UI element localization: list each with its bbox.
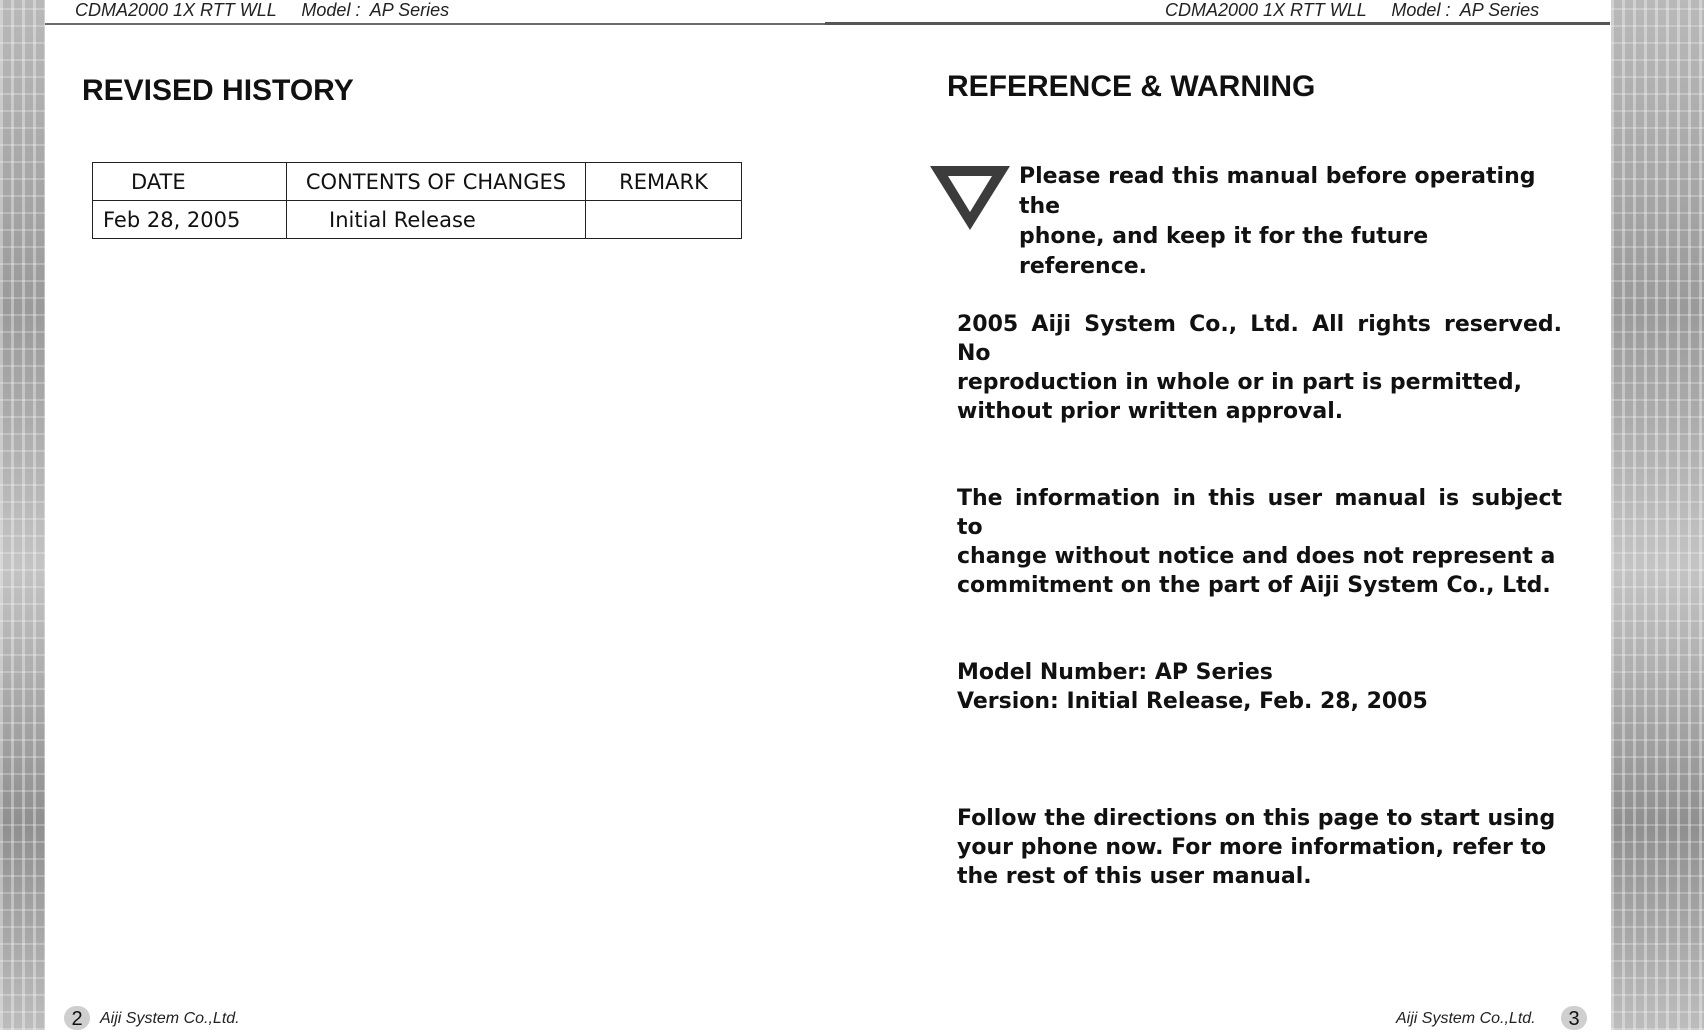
triangle-warning-icon <box>928 164 1012 232</box>
right-page-header: CDMA2000 1X RTT WLL Model : AP Series <box>1165 0 1540 20</box>
left-page-header: CDMA2000 1X RTT WLL Model : AP Series <box>75 0 450 20</box>
column-header-remark: REMARK <box>586 163 742 201</box>
revised-history-title: REVISED HISTORY <box>82 74 354 107</box>
notice-paragraph <box>957 484 1562 600</box>
paragraph-line: The information in this user manual is subject to <box>957 486 1562 540</box>
right-footer-company: Aiji System Co.,Ltd. <box>1396 1010 1536 1027</box>
column-header-contents: CONTENTS OF CHANGES <box>287 163 586 201</box>
paragraph-line: Model Number: AP Series <box>957 660 1273 685</box>
cell-remark <box>586 201 742 239</box>
paragraph-line: change without notice and does not represent a <box>957 544 1556 569</box>
left-header-rule <box>45 23 825 25</box>
paragraph-line: Follow the directions on this page to start using <box>957 806 1556 831</box>
paragraph-line: Version: Initial Release, Feb. 28, 2005 <box>957 689 1428 714</box>
revision-history-table <box>92 162 742 239</box>
left-footer-company: Aiji System Co.,Ltd. <box>100 1010 240 1027</box>
paragraph-line: without prior written approval. <box>957 399 1344 424</box>
paragraph-line: the rest of this user manual. <box>957 864 1312 889</box>
left-decorative-strip <box>0 0 45 1030</box>
right-page-number: 3 <box>1561 1006 1587 1030</box>
model-version-paragraph <box>957 658 1562 716</box>
cell-date: Feb 28, 2005 <box>93 201 287 239</box>
warning-message <box>1019 162 1559 282</box>
column-header-date: DATE <box>93 163 287 201</box>
right-decorative-strip <box>1611 0 1704 1030</box>
left-page-number: 2 <box>64 1006 90 1030</box>
reference-warning-title: REFERENCE & WARNING <box>947 70 1316 103</box>
paragraph-line: commitment on the part of Aiji System Co., Ltd. <box>957 573 1551 598</box>
warning-line: Please read this manual before operating the <box>1019 164 1536 219</box>
table-row <box>93 201 742 239</box>
paragraph-line: your phone now. For more information, refer to <box>957 835 1547 860</box>
right-header-rule <box>825 22 1610 25</box>
table-header-row <box>93 163 742 201</box>
directions-paragraph <box>957 804 1562 891</box>
paragraph-line: 2005 Aiji System Co., Ltd. All rights reserved. No <box>957 312 1562 366</box>
cell-contents: Initial Release <box>287 201 586 239</box>
copyright-paragraph <box>957 310 1562 426</box>
paragraph-line: reproduction in whole or in part is permitted, <box>957 370 1522 395</box>
warning-line: phone, and keep it for the future reference. <box>1019 224 1429 279</box>
